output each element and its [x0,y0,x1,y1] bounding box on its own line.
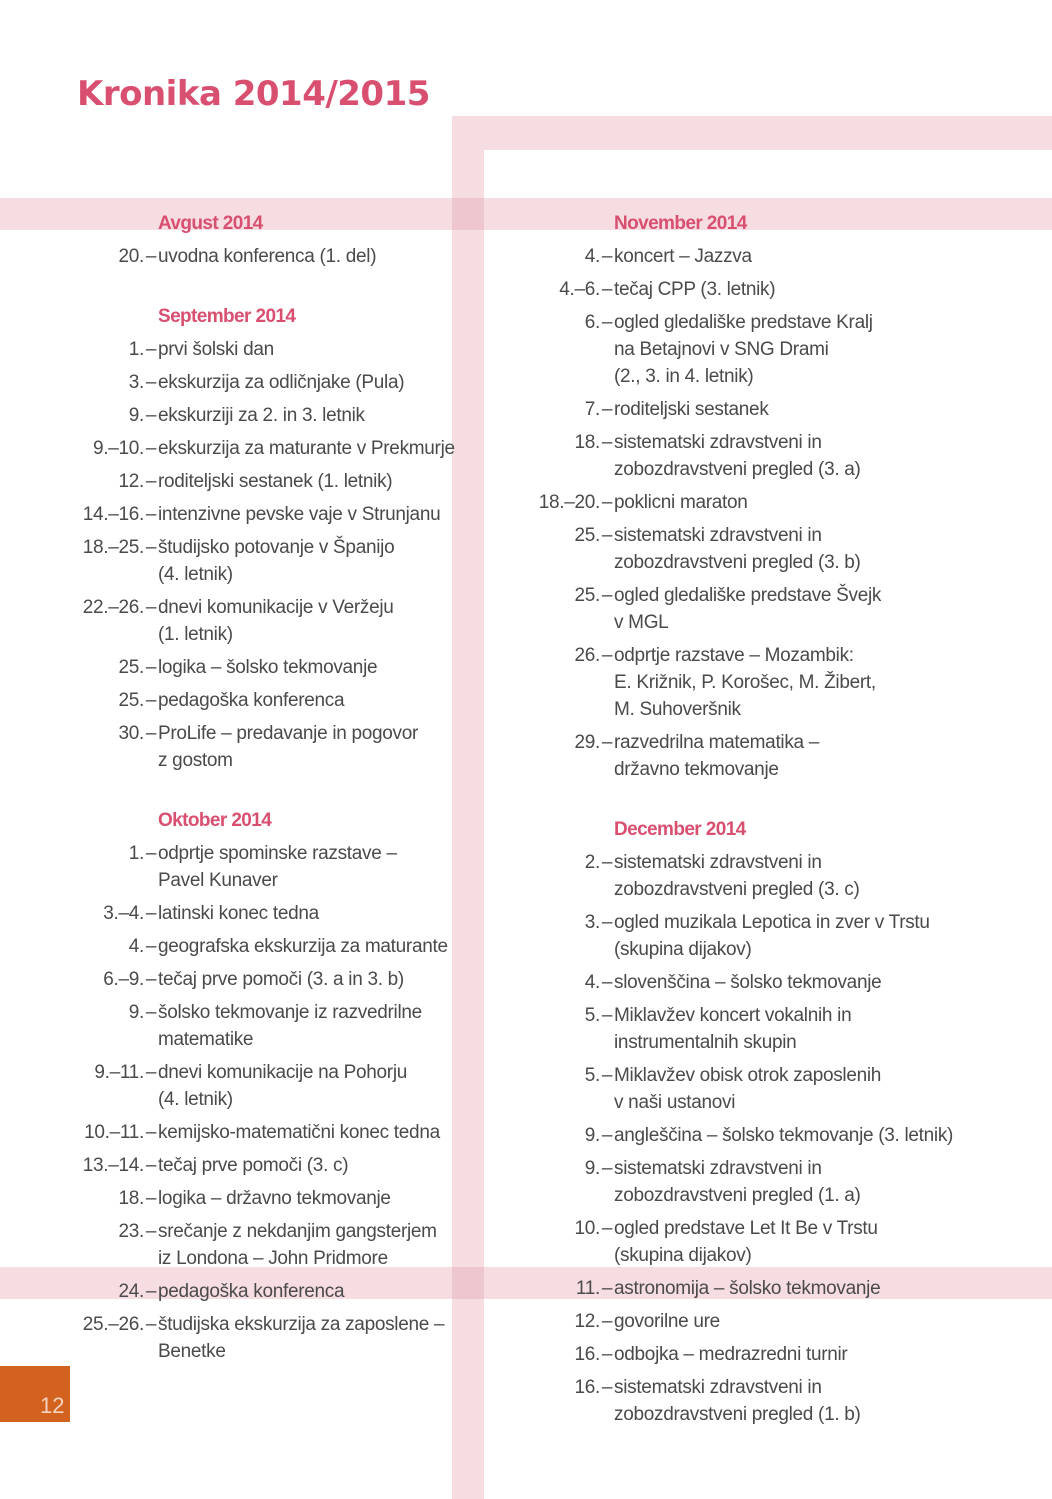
event-dash: – [601,525,613,546]
month-heading: Oktober 2014 [158,810,272,831]
event-dash: – [145,1188,157,1209]
event-date: 4. [584,972,600,993]
event-entry [20,468,490,495]
event-dash: – [145,504,157,525]
event-description: poklicni maraton [614,492,748,513]
event-description: ProLife – predavanje in pogovor z gostom [158,723,419,771]
event-description: roditeljski sestanek (1. letnik) [158,471,393,492]
event-description: angleščina – šolsko tekmovanje (3. letnik) [614,1125,954,1146]
event-date: 9. [584,1158,600,1179]
event-dash: – [145,657,157,678]
event-description: odbojka – medrazredni turnir [614,1344,848,1365]
event-date: 9. [128,1002,144,1023]
event-entry [20,336,490,363]
event-entry [20,369,490,396]
event-date: 10.–11. [84,1122,144,1143]
event-entry [476,522,976,576]
event-date: 6.–9. [103,969,144,990]
event-dash: – [601,645,613,666]
right-column [476,210,976,1461]
event-date: 5. [584,1065,600,1086]
event-date: 2. [584,852,600,873]
event-entry [476,1155,976,1209]
event-entry [476,489,976,516]
event-entry [476,969,976,996]
event-description: pedagoška konferenca [158,690,345,711]
event-entry [476,396,976,423]
event-dash: – [601,1065,613,1086]
decorative-top-band [452,116,1052,150]
event-description: razvedrilna matematika – državno tekmovanje [614,732,820,780]
event-date: 25. [574,585,600,606]
event-entry [476,1308,976,1335]
event-description: ekskurzija za odličnjake (Pula) [158,372,405,393]
event-dash: – [601,1125,613,1146]
event-entry [476,909,976,963]
event-entry [476,1122,976,1149]
event-entry [20,1218,490,1272]
month-section [20,807,490,1365]
event-date: 13.–14. [82,1155,144,1176]
month-heading: Avgust 2014 [158,213,263,234]
event-description: ogled gledališke predstave Švejk v MGL [614,585,882,633]
event-description: ogled predstave Let It Be v Trstu (skupina dijakov) [614,1218,878,1266]
event-dash: – [601,852,613,873]
event-dash: – [601,1377,613,1398]
event-date: 9. [584,1125,600,1146]
month-section [20,210,490,270]
event-entry [20,402,490,429]
event-dash: – [145,471,157,492]
event-description: sistematski zdravstveni in zobozdravstveni pregled (1. b) [614,1377,861,1425]
event-dash: – [601,1005,613,1026]
event-entry [476,582,976,636]
event-entry [476,1341,976,1368]
event-date: 11. [575,1278,600,1299]
event-date: 29. [574,732,600,753]
event-entry [20,900,490,927]
event-date: 3. [584,912,600,933]
event-dash: – [601,972,613,993]
event-description: koncert – Jazzva [614,246,752,267]
event-description: odprtje razstave – Mozambik: E. Križnik, P. Korošec, M. Žibert, M. Suhoveršnik [614,645,876,720]
event-date: 9.–11. [94,1062,144,1083]
page-title: Kronika 2014/2015 [77,74,430,114]
event-date: 12. [118,471,144,492]
event-entry [476,276,976,303]
event-description: Miklavžev koncert vokalnih in instrumentalnih skupin [614,1005,852,1053]
event-description: dnevi komunikacije na Pohorju (4. letnik) [158,1062,408,1110]
event-entry [20,243,490,270]
event-date: 3. [128,372,144,393]
event-dash: – [601,246,613,267]
event-entry [476,429,976,483]
event-entry [476,1002,976,1056]
event-dash: – [145,903,157,924]
event-dash: – [145,1122,157,1143]
event-dash: – [145,843,157,864]
event-dash: – [601,1158,613,1179]
event-date: 22.–26. [82,597,144,618]
event-date: 25. [574,525,600,546]
event-date: 10. [574,1218,600,1239]
event-date: 18. [574,432,600,453]
event-date: 3.–4. [103,903,144,924]
event-dash: – [601,732,613,753]
event-entry [476,729,976,783]
event-entry [20,1119,490,1146]
event-entry [476,642,976,723]
event-dash: – [145,1281,157,1302]
event-dash: – [601,1278,613,1299]
event-entry [20,654,490,681]
event-entry [476,1275,976,1302]
event-description: šolsko tekmovanje iz razvedrilne matematike [158,1002,422,1050]
month-section [476,816,976,1428]
event-date: 4. [584,246,600,267]
event-description: sistematski zdravstveni in zobozdravstveni pregled (3. b) [614,525,861,573]
event-date: 7. [584,399,600,420]
event-description: tečaj prve pomoči (3. c) [158,1155,349,1176]
event-description: sistematski zdravstveni in zobozdravstveni pregled (1. a) [614,1158,861,1206]
event-date: 23. [118,1221,144,1242]
month-heading: November 2014 [614,213,747,234]
event-date: 4.–6. [559,279,600,300]
event-entry [20,1152,490,1179]
event-description: srečanje z nekdanjim gangsterjem iz Londona – John Pridmore [158,1221,437,1269]
event-dash: – [601,1218,613,1239]
event-date: 18.–25. [82,537,144,558]
event-description: študijska ekskurzija za zaposlene – Benetke [158,1314,445,1362]
event-description: geografska ekskurzija za maturante [158,936,448,957]
event-date: 16. [574,1377,600,1398]
event-entry [20,501,490,528]
event-description: intenzivne pevske vaje v Strunjanu [158,504,441,525]
event-date: 1. [128,339,144,360]
event-date: 5. [584,1005,600,1026]
event-date: 9.–10. [92,438,144,459]
event-entry [476,243,976,270]
event-dash: – [601,1344,613,1365]
event-entry [20,1185,490,1212]
event-dash: – [145,339,157,360]
event-description: latinski konec tedna [158,903,319,924]
event-dash: – [145,1155,157,1176]
event-dash: – [145,723,157,744]
event-date: 4. [128,936,144,957]
event-description: sistematski zdravstveni in zobozdravstveni pregled (3. a) [614,432,861,480]
event-entry [20,687,490,714]
event-dash: – [145,969,157,990]
event-date: 9. [128,405,144,426]
event-dash: – [601,492,613,513]
event-dash: – [145,690,157,711]
event-entry [20,999,490,1053]
event-entry [20,840,490,894]
event-date: 24. [118,1281,144,1302]
event-dash: – [145,1062,157,1083]
month-section [476,210,976,783]
event-entry [20,534,490,588]
month-section [20,303,490,774]
event-date: 6. [584,312,600,333]
event-dash: – [601,399,613,420]
event-description: ekskurzija za maturante v Prekmurje [158,438,455,459]
event-dash: – [601,912,613,933]
event-description: tečaj prve pomoči (3. a in 3. b) [158,969,404,990]
event-description: odprtje spominske razstave – Pavel Kunaver [158,843,397,891]
event-date: 1. [128,843,144,864]
event-description: uvodna konferenca (1. del) [158,246,377,267]
event-dash: – [145,1002,157,1023]
event-date: 25. [118,657,144,678]
event-entry [476,1374,976,1428]
event-description: ogled muzikala Lepotica in zver v Trstu (skupina dijakov) [614,912,930,960]
event-date: 20. [118,246,144,267]
event-date: 14.–16. [82,504,144,525]
month-heading: September 2014 [158,306,296,327]
left-column [20,210,490,1398]
event-dash: – [601,432,613,453]
event-date: 26. [574,645,600,666]
event-description: ekskurziji za 2. in 3. letnik [158,405,365,426]
event-description: prvi šolski dan [158,339,274,360]
page-number: 12 [0,1366,70,1422]
event-description: logika – državno tekmovanje [158,1188,391,1209]
event-date: 16. [574,1344,600,1365]
event-date: 18. [118,1188,144,1209]
event-date: 25.–26. [82,1314,144,1335]
event-description: dnevi komunikacije v Veržeju (1. letnik) [158,597,394,645]
event-entry [20,933,490,960]
event-dash: – [145,1314,157,1335]
event-description: tečaj CPP (3. letnik) [614,279,776,300]
event-entry [20,1278,490,1305]
event-entry [20,435,490,462]
event-entry [476,309,976,390]
event-entry [20,1311,490,1365]
event-description: astronomija – šolsko tekmovanje [614,1278,881,1299]
event-entry [476,1062,976,1116]
event-date: 12. [574,1311,600,1332]
event-dash: – [145,372,157,393]
event-dash: – [145,1221,157,1242]
event-dash: – [145,405,157,426]
event-dash: – [601,1311,613,1332]
event-entry [476,849,976,903]
event-description: govorilne ure [614,1311,720,1332]
event-entry [20,1059,490,1113]
event-dash: – [145,246,157,267]
event-description: sistematski zdravstveni in zobozdravstveni pregled (3. c) [614,852,860,900]
event-description: pedagoška konferenca [158,1281,345,1302]
event-entry [20,594,490,648]
event-description: roditeljski sestanek [614,399,769,420]
event-date: 25. [118,690,144,711]
event-dash: – [601,312,613,333]
event-dash: – [145,438,157,459]
event-dash: – [145,537,157,558]
event-date: 18.–20. [538,492,600,513]
month-heading: December 2014 [614,819,746,840]
event-description: ogled gledališke predstave Kralj na Betajnovi v SNG Drami (2., 3. in 4. letnik) [614,312,873,387]
event-description: slovenščina – šolsko tekmovanje [614,972,882,993]
event-description: logika – šolsko tekmovanje [158,657,378,678]
event-description: kemijsko-matematični konec tedna [158,1122,440,1143]
event-dash: – [145,597,157,618]
event-dash: – [601,585,613,606]
event-dash: – [601,279,613,300]
event-entry [20,720,490,774]
event-description: Miklavžev obisk otrok zaposlenih v naši ustanovi [614,1065,882,1113]
event-date: 30. [118,723,144,744]
event-description: študijsko potovanje v Španijo (4. letnik) [158,537,395,585]
event-entry [476,1215,976,1269]
event-dash: – [145,936,157,957]
event-entry [20,966,490,993]
